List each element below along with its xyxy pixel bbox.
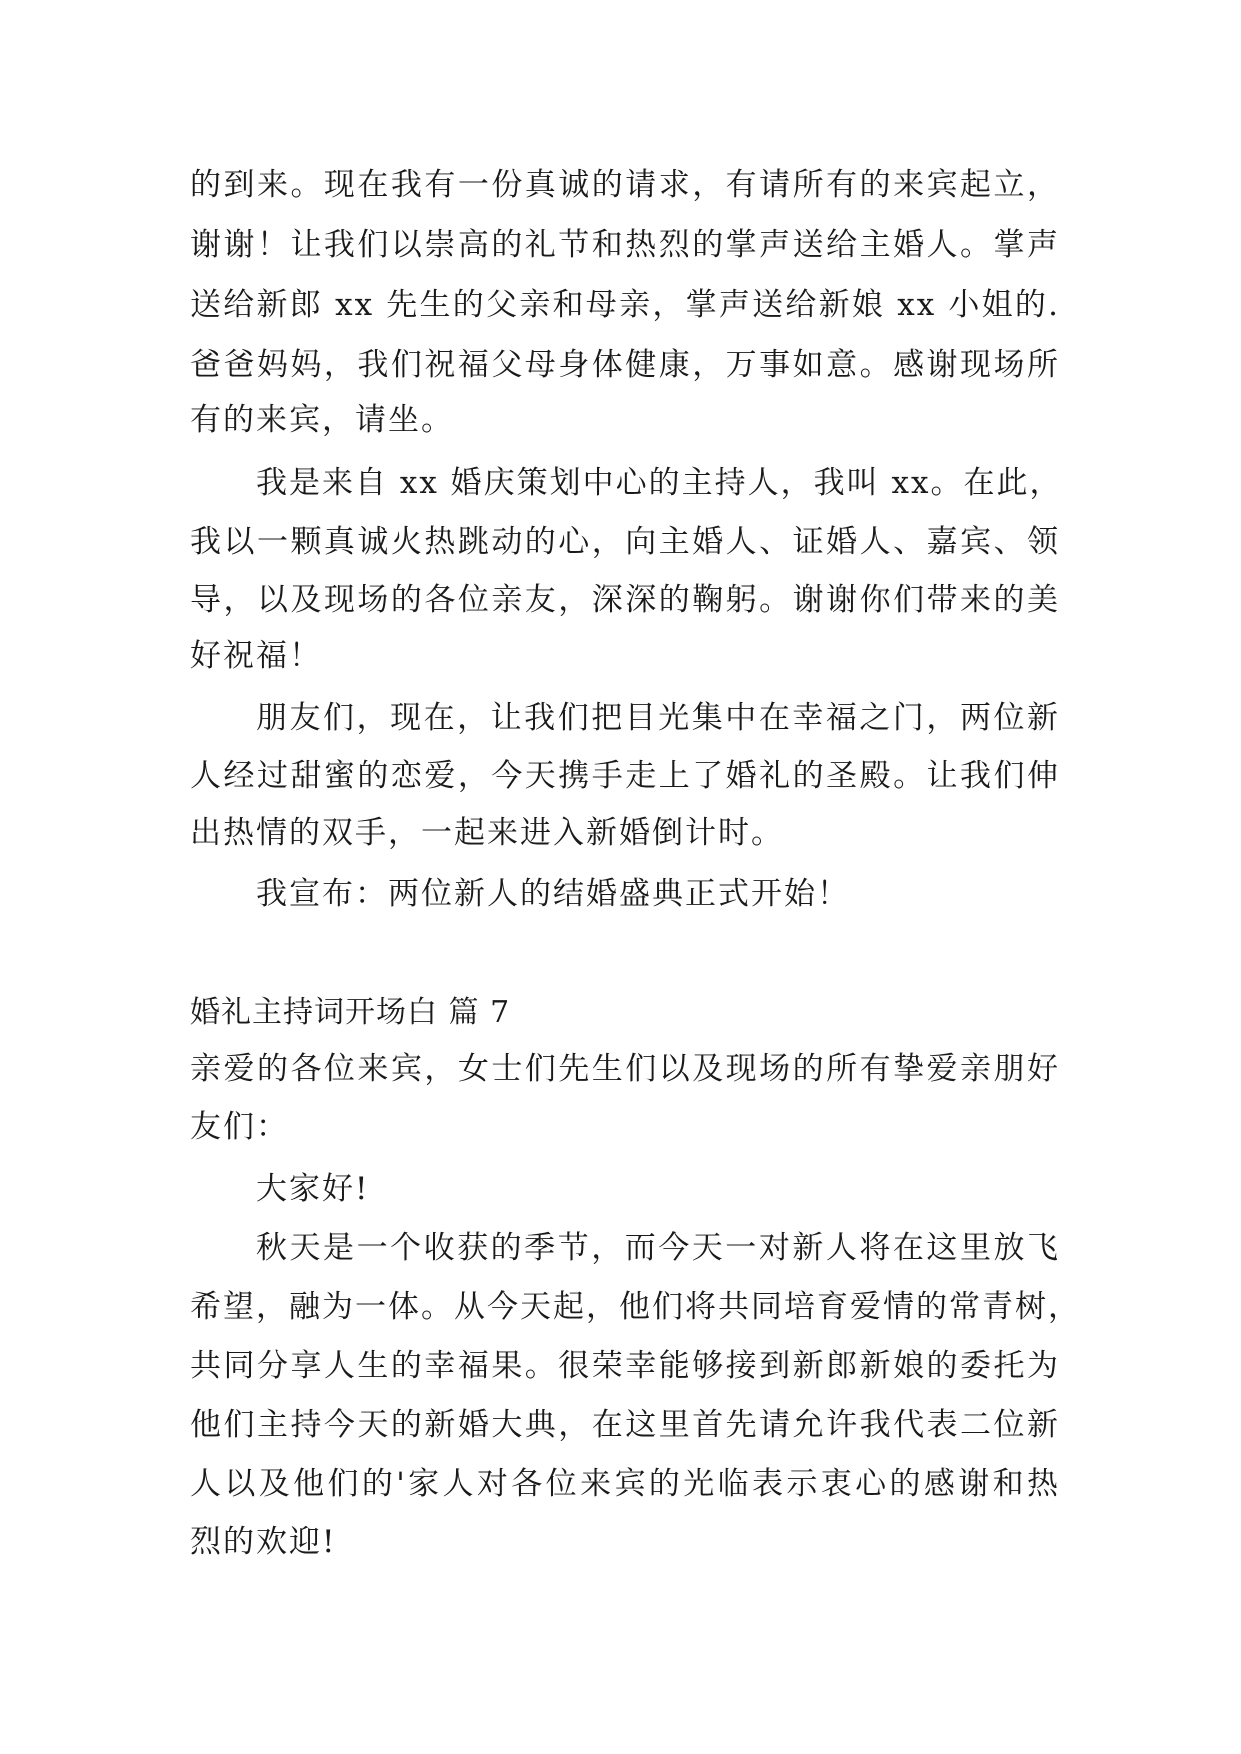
section-heading: 婚礼主持词开场白 篇 7 <box>190 995 511 1030</box>
text-line: 共同分享人生的幸福果。很荣幸能够接到新郎新娘的委托为 <box>190 1348 1060 1384</box>
text-line: 有的来宾，请坐。 <box>190 402 454 438</box>
text-line: 朋友们，现在，让我们把目光集中在幸福之门，两位新 <box>256 700 1060 736</box>
text-line: 我是来自 xx 婚庆策划中心的主持人，我叫 xx。在此， <box>256 465 1063 501</box>
text-line: 他们主持今天的新婚大典，在这里首先请允许我代表二位新 <box>190 1407 1060 1443</box>
text-line: 出热情的双手，一起来进入新婚倒计时。 <box>190 815 784 851</box>
text-line: 我宣布：两位新人的结婚盛典正式开始！ <box>256 876 850 912</box>
text-line: 烈的欢迎! <box>190 1524 337 1560</box>
text-line: 送给新郎 xx 先生的父亲和母亲，掌声送给新娘 xx 小姐的. <box>190 287 1060 323</box>
text-line: 亲爱的各位来宾，女士们先生们以及现场的所有挚爱亲朋好 <box>190 1051 1060 1087</box>
text-line: 大家好! <box>256 1171 370 1207</box>
text-line: 我以一颗真诚火热跳动的心，向主婚人、证婚人、嘉宾、领 <box>190 524 1060 560</box>
text-line: 爸爸妈妈，我们祝福父母身体健康，万事如意。感谢现场所 <box>190 347 1060 383</box>
text-line: 人以及他们的'家人对各位来宾的光临表示衷心的感谢和热 <box>190 1466 1060 1502</box>
text-line: 人经过甜蜜的恋爱，今天携手走上了婚礼的圣殿。让我们伸 <box>190 758 1060 794</box>
text-line: 秋天是一个收获的季节，而今天一对新人将在这里放飞 <box>256 1230 1060 1266</box>
text-line: 希望，融为一体。从今天起，他们将共同培育爱情的常青树， <box>190 1289 1081 1325</box>
text-line: 导，以及现场的各位亲友，深深的鞠躬。谢谢你们带来的美 <box>190 582 1060 618</box>
text-line: 谢谢！让我们以崇高的礼节和热烈的掌声送给主婚人。掌声 <box>190 227 1060 263</box>
text-line: 友们： <box>190 1109 289 1145</box>
text-line: 的到来。现在我有一份真诚的请求，有请所有的来宾起立， <box>190 167 1060 203</box>
text-line: 好祝福！ <box>190 638 322 674</box>
